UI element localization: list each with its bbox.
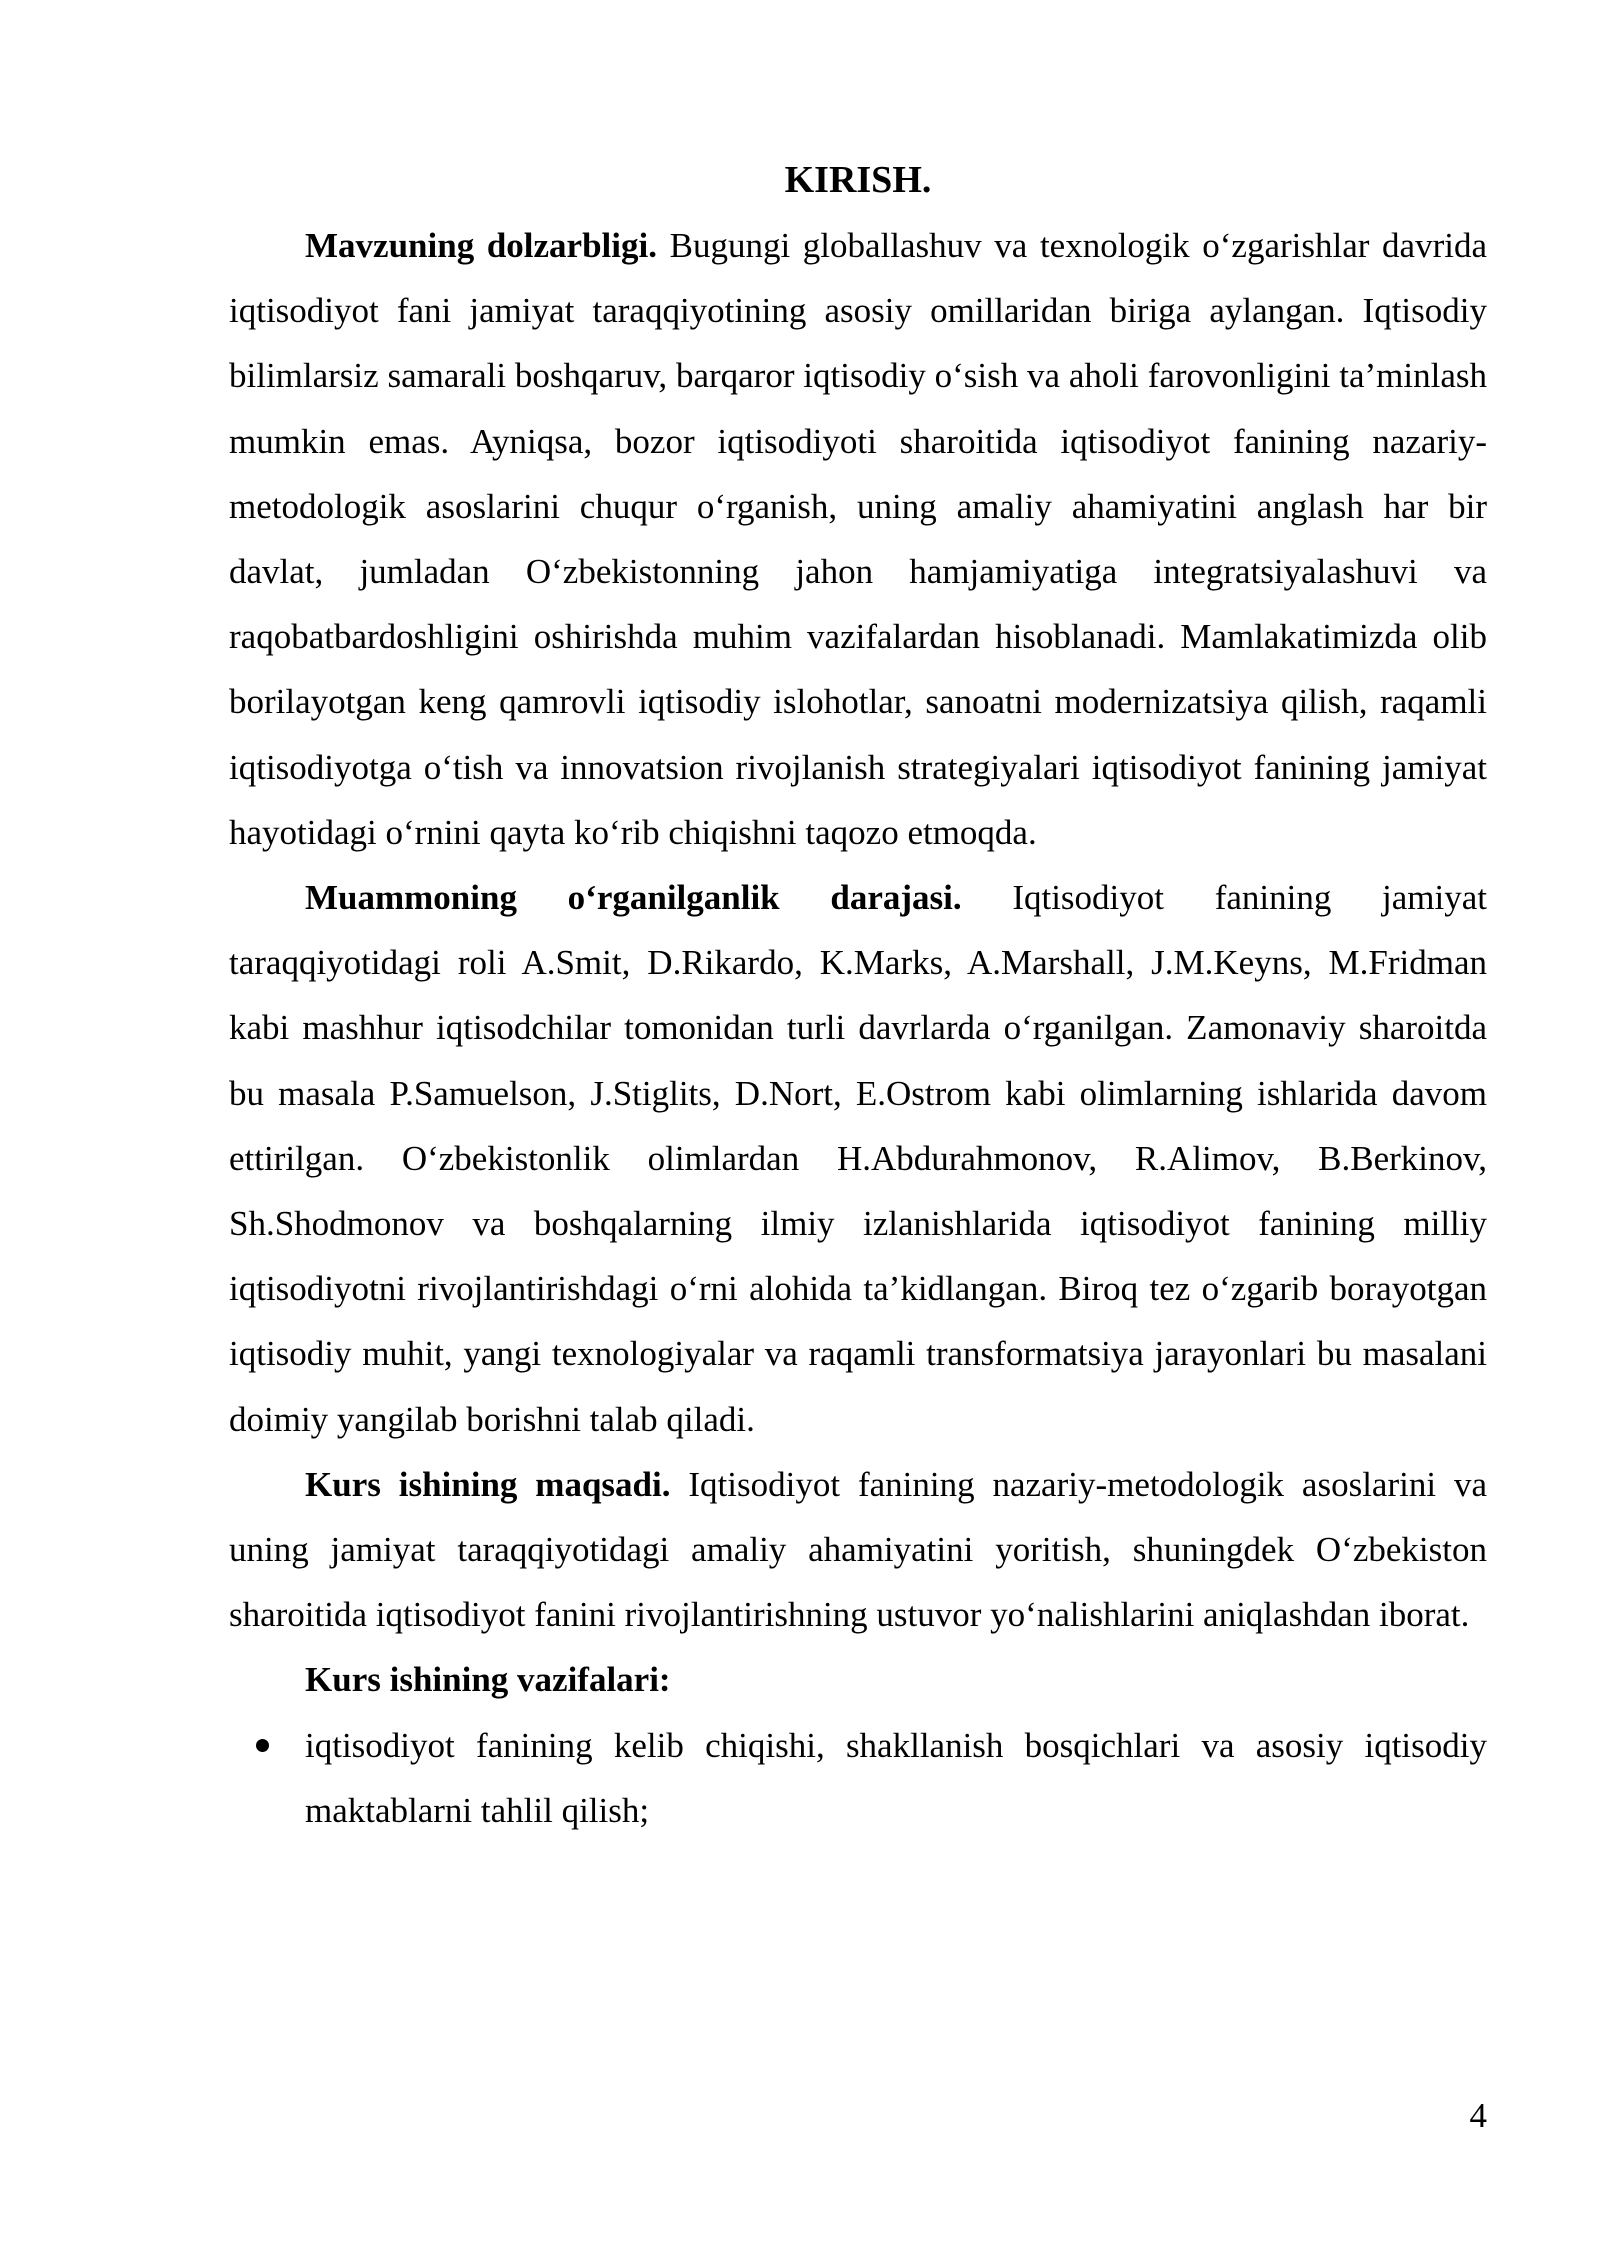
tasks-heading: Kurs ishining vazifalari: [305, 1660, 671, 1700]
section-text-study-level: Iqtisodiyot fanining jamiyat taraqqiyotidagi roli A.Smit, D.Rikardo, K.Marks, A.Marshall, J.M.Keyns, M.Fridman kabi mashhur iqtisodchilar tomonidan turli davrlarda o‘rganilgan. Zamonaviy sharoitda bu masala P.Samuelson, J.Stiglits, D.Nort, E.Ostrom kabi olimlarning ishlarida davom ettirilgan. O‘zbekistonlik olimlardan H.Abdurahmonov, R.Alimov, B.Berkinov, Sh.Shodmonov va boshqalarning ilmiy izlanishlarida iqtisodiyot fanining milliy iqtisodiyotni rivojlantirishdagi o‘rni alohida ta’kidlangan. Biroq tez o‘zgarib borayotgan iqtisodiy muhit, yangi texnologiyalar va raqamli transformatsiya jarayonlari bu masalani doimiy yangilab borishni talab qiladi. [229, 878, 1487, 1439]
section-goal [229, 1452, 1487, 1648]
page-content [229, 148, 1487, 1843]
page-number: 4 [1469, 2096, 1487, 2135]
tasks-heading-paragraph [229, 1647, 1487, 1712]
section-heading-relevance: Mavzuning dolzarbligi. [305, 226, 657, 265]
section-heading-study-level: Muammoning o‘rganilganlik darajasi. [305, 878, 962, 918]
task-text: iqtisodiyot fanining kelib chiqishi, shakllanish bosqichlari va asosiy iqtisodiy maktablarni tahlil qilish; [305, 1725, 1487, 1830]
list-item [229, 1713, 1487, 1843]
section-heading-goal: Kurs ishining maqsadi. [305, 1464, 671, 1504]
page-title: KIRISH. [784, 159, 932, 201]
section-text-goal: Iqtisodiyot fanining nazariy-metodologik asoslarini va uning jamiyat taraqqiyotidagi amaliy ahamiyatini yoritish, shuningdek O‘zbekiston sharoitida iqtisodiyot fanini rivojlantirishning ustuvor yo‘nalishlarini aniqlashdan iborat. [229, 1464, 1487, 1635]
section-relevance [229, 213, 1487, 865]
section-study-level [229, 865, 1487, 1452]
section-text-relevance: Bugungi globallashuv va texnologik o‘zgarishlar davrida iqtisodiyot fani jamiyat taraqqiyotining asosiy omillaridan biriga aylangan. Iqtisodiy bilimlarsiz samarali boshqaruv, barqaror iqtisodiy o‘sish va aholi farovonligini ta’minlash mumkin emas. Ayniqsa, bozor iqtisodiyoti sharoitida iqtisodiyot fanining nazariy-metodologik asoslarini chuqur o‘rganish, uning amaliy ahamiyatini anglash har bir davlat, jumladan O‘zbekistonning jahon hamjamiyatiga integratsiyalashuvi va raqobatbardoshligini oshirishda muhim vazifalardan hisoblanadi. Mamlakatimizda olib borilayotgan keng qamrovli iqtisodiy islohotlar, sanoatni modernizatsiya qilish, raqamli iqtisodiyotga o‘tish va innovatsion rivojlanish strategiyalari iqtisodiyot fanining jamiyat hayotidagi o‘rnini qayta ko‘rib chiqishni taqozo etmoqda. [229, 226, 1487, 852]
tasks-list [229, 1713, 1487, 1843]
bullet-icon [256, 1739, 269, 1752]
